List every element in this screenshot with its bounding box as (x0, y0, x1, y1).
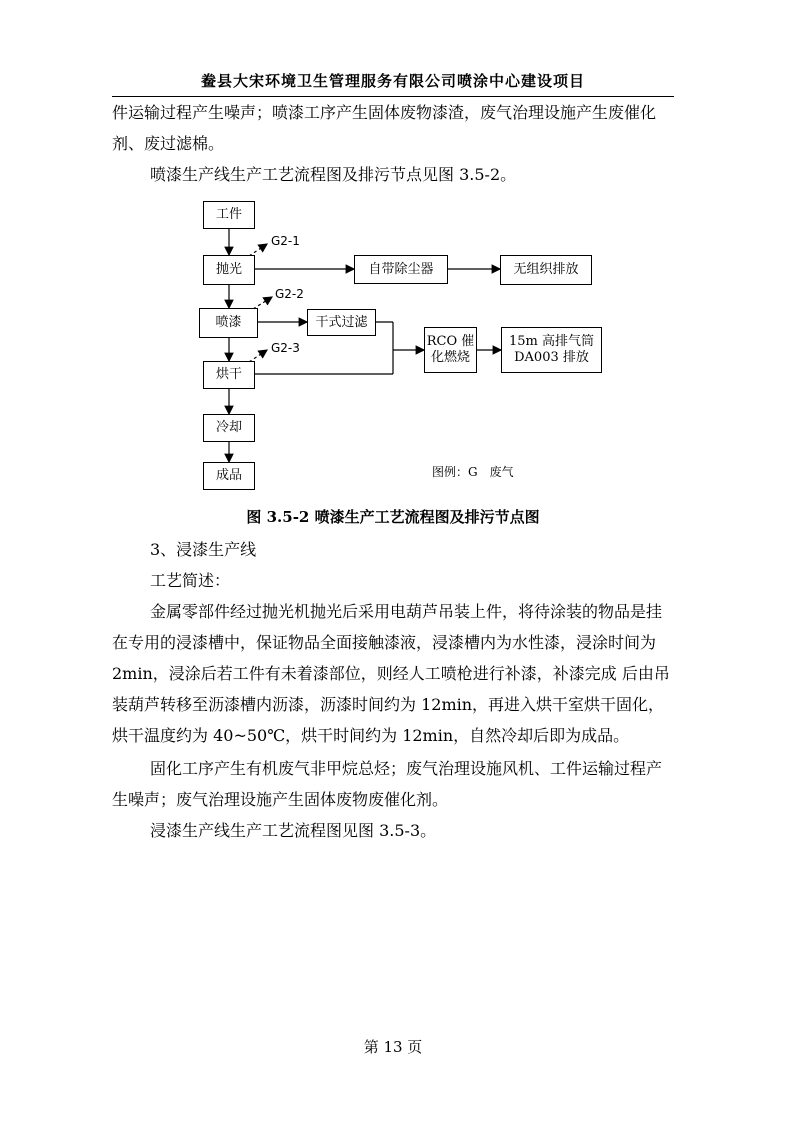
paragraph-3: 浸漆生产线生产工艺流程图见图 3.5-3。 (150, 821, 437, 840)
node-fugitive-emission: 无组织排放 (500, 255, 592, 285)
node-dry-filter: 干式过滤 (307, 309, 376, 336)
paragraph-line: 金属零部件经过抛光机抛光后采用电葫芦吊装上件，将待涂装的物品是挂 (150, 602, 663, 621)
paragraph-line: 装葫芦转移至沥漆槽内沥漆，沥漆时间约为 12min，再进入烘干室烘干固化， (112, 695, 665, 714)
node-polish: 抛光 (203, 255, 255, 285)
figure-caption: 图 3.5-2 喷漆生产工艺流程图及排污节点图 (246, 508, 540, 526)
node-dry: 烘干 (203, 361, 255, 389)
node-dust-collector: 自带除尘器 (354, 255, 448, 284)
page-number: 第 13 页 (363, 1038, 423, 1056)
section-subheading: 工艺简述： (150, 571, 231, 590)
node-cool: 冷却 (203, 414, 255, 442)
paragraph-line: 在专用的浸漆槽中，保证物品全面接触漆液，浸漆槽内为水性漆，浸涂时间为 (112, 633, 657, 652)
node-workpiece: 工件 (203, 201, 255, 229)
stack-line-1: 15m 高排气筒 (508, 334, 594, 349)
paragraph-line: 2min，浸涂后若工件有未着漆部位，则经人工喷枪进行补漆，补漆完成 后由吊 (112, 664, 670, 683)
emission-label-g2-1: G2-1 (271, 234, 300, 248)
emission-label-g2-2: G2-2 (275, 287, 304, 301)
paragraph-line: 烘干温度约为 40~50℃，烘干时间约为 12min，自然冷却后即为成品。 (112, 726, 630, 745)
node-product: 成品 (203, 462, 255, 490)
flowchart-connectors (0, 0, 793, 500)
paragraph-line: 固化工序产生有机废气非甲烷总烃；废气治理设施风机、工件运输过程产 (150, 759, 663, 778)
node-stack (501, 327, 602, 373)
intro-line-1: 件运输过程产生噪声；喷漆工序产生固体废物漆渣，废气治理设施产生废催化 (112, 103, 657, 122)
node-rco (424, 327, 477, 373)
rco-line-1: RCO 催 (426, 334, 475, 349)
flowchart-legend: 图例：G 废气 (432, 465, 514, 479)
paragraph-line: 生噪声；废气治理设施产生固体废物废催化剂。 (112, 790, 449, 809)
node-spray: 喷漆 (199, 308, 258, 338)
emission-label-g2-3: G2-3 (271, 341, 300, 355)
stack-line-2: DA003 排放 (514, 350, 589, 365)
rco-line-2: 化燃烧 (430, 350, 470, 365)
intro-line-3: 喷漆生产线生产工艺流程图及排污节点见图 3.5-2。 (150, 165, 517, 184)
intro-line-2: 剂、废过滤棉。 (112, 134, 225, 153)
section-heading: 3、浸漆生产线 (150, 540, 257, 559)
header-title: 鲞县大宋环境卫生管理服务有限公司喷涂中心建设项目 (200, 72, 585, 90)
